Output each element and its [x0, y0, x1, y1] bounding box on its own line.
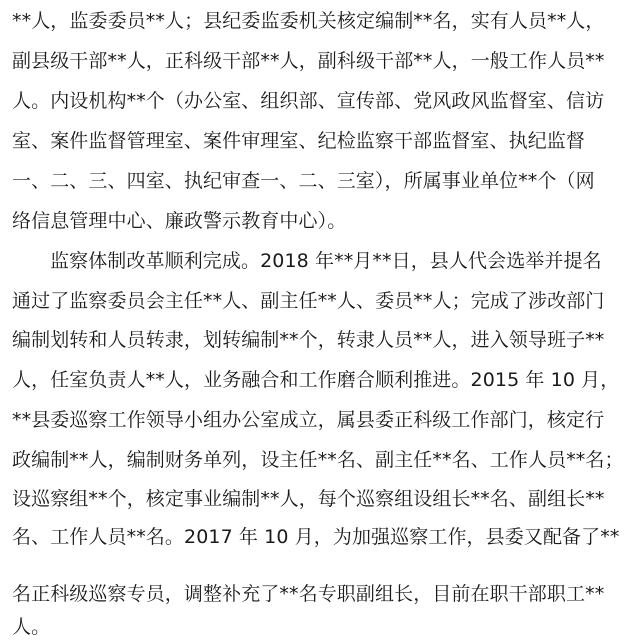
text-line: 通过了监察委员会主任**人、副主任**人、委员**人；完成了涉改部门: [12, 290, 605, 312]
text-line: 副县级干部**人，正科级干部**人，副科级干部**人，一般工作人员**: [12, 50, 605, 72]
text-line: **县委巡察工作领导小组办公室成立，属县委正科级工作部门，核定行: [12, 409, 605, 431]
text-line: 人。内设机构**个（办公室、组织部、宣传部、党风政风监督室、信访: [12, 90, 605, 112]
text-line: 编制划转和人员转隶，划转编制**个，转隶人员**人，进入领导班子**: [12, 329, 605, 351]
text-line: 一、二、三、四室、执纪审查一、二、三室），所属事业单位**个（网: [12, 170, 595, 192]
text-line: 设巡察组**个，核定事业编制**人，每个巡察组设组长**名、副组长**: [12, 488, 605, 510]
text-line: 政编制**人，编制财务单列，设主任**名、副主任**名、工作人员**名；: [12, 449, 624, 471]
text-line: 监察体制改革顺利完成。2018 年**月**日，县人代会选举并提名: [50, 250, 602, 272]
text-line: **人，监委委员**人；县纪委监委机关核定编制**名，实有人员**人，: [12, 10, 605, 32]
text-line: 络信息管理中心、廉政警示教育中心）。: [12, 210, 347, 232]
text-line: 室、案件监督管理室、案件审理室、纪检监察干部监督室、执纪监督: [12, 130, 586, 152]
text-line: 名、工作人员**名。2017 年 10 月，为加强巡察工作，县委又配备了**: [12, 526, 620, 548]
text-line: 人，任室负责人**人，业务融合和工作磨合顺利推进。2015 年 10 月，: [12, 369, 620, 391]
text-line: 人。: [12, 616, 51, 638]
text-line: 名正科级巡察专员，调整补充了**名专职副组长，目前在职干部职工**: [12, 583, 605, 605]
